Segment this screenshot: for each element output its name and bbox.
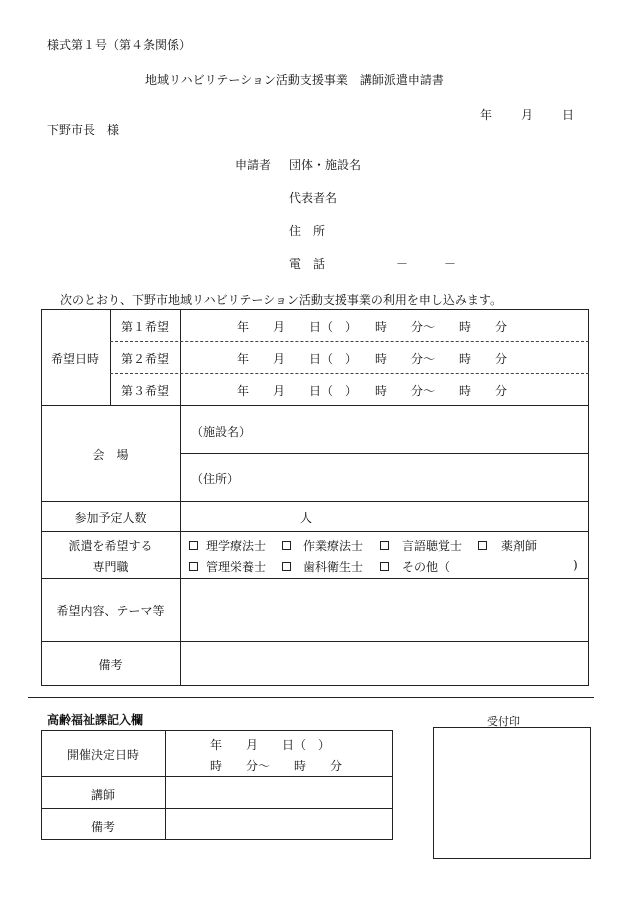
venue-facility-field[interactable]: （施設名）: [191, 425, 252, 439]
phone-dash: － －: [396, 257, 457, 271]
venue-label: 会 場: [92, 448, 129, 462]
choice-2-label: 第２希望: [121, 352, 170, 366]
profession-label-2: 専門職: [92, 560, 129, 574]
participants-label: 参加予定人数: [74, 511, 147, 525]
intro-text: 次のとおり、下野市地域リハビリテーション活動支援事業の利用を申し込みます。: [60, 293, 502, 307]
choice-1-line: 年 月 日（ ） 時 分～ 時 分: [237, 320, 508, 334]
stamp-label: 受付印: [487, 715, 520, 728]
phone-label: 電 話: [289, 257, 326, 271]
participants-unit: 人: [300, 511, 313, 525]
choice-1-label: 第１希望: [121, 320, 170, 334]
representative-label: 代表者名: [289, 191, 338, 205]
checkbox-st[interactable]: [380, 541, 389, 550]
venue-address-field[interactable]: （住所）: [191, 472, 240, 486]
decided-label: 開催決定日時: [66, 748, 139, 762]
date-day: 日: [562, 108, 575, 122]
option-pharmacist: 薬剤師: [501, 539, 538, 553]
org-name-label: 団体・施設名: [289, 158, 362, 172]
choice-2-line: 年 月 日（ ） 時 分～ 時 分: [237, 352, 508, 366]
page-title: 地域リハビリテーション活動支援事業 講師派遣申請書: [145, 73, 444, 87]
choice-3-line: 年 月 日（ ） 時 分～ 時 分: [237, 384, 508, 398]
theme-label: 希望内容、テーマ等: [56, 604, 165, 618]
choice-3-label: 第３希望: [121, 384, 170, 398]
decided-line-1: 年 月 日（ ）: [210, 738, 331, 752]
decided-line-2: 時 分～ 時 分: [210, 759, 343, 773]
checkbox-ot[interactable]: [282, 541, 291, 550]
profession-label-1: 派遣を希望する: [68, 539, 153, 553]
date-month: 月: [521, 108, 534, 122]
option-dietitian: 管理栄養士: [206, 560, 267, 574]
section-divider: [28, 697, 594, 698]
checkbox-dietitian[interactable]: [189, 562, 198, 571]
stamp-box: [433, 727, 591, 859]
address-label: 住 所: [289, 224, 326, 238]
office-title: 高齢福祉課記入欄: [47, 713, 144, 727]
option-st: 言語聴覚士: [402, 539, 463, 553]
addressee: 下野市長 様: [47, 123, 120, 137]
option-other: その他（: [402, 560, 451, 574]
date-year: 年: [480, 108, 493, 122]
remarks-label: 備考: [98, 658, 123, 672]
office-remarks-label: 備考: [90, 820, 115, 834]
checkbox-dental-hygienist[interactable]: [282, 562, 291, 571]
applicant-label: 申請者: [235, 158, 272, 172]
form-number: 様式第１号（第４条関係）: [47, 38, 192, 52]
option-dental-hygienist: 歯科衛生士: [303, 560, 364, 574]
checkbox-pt[interactable]: [189, 541, 198, 550]
lecturer-label: 講師: [90, 788, 115, 802]
checkbox-pharmacist[interactable]: [478, 541, 487, 550]
checkbox-other[interactable]: [380, 562, 389, 571]
option-pt: 理学療法士: [206, 539, 267, 553]
option-other-close: ): [573, 558, 578, 572]
option-ot: 作業療法士: [303, 539, 364, 553]
date-header: 希望日時: [51, 352, 100, 366]
